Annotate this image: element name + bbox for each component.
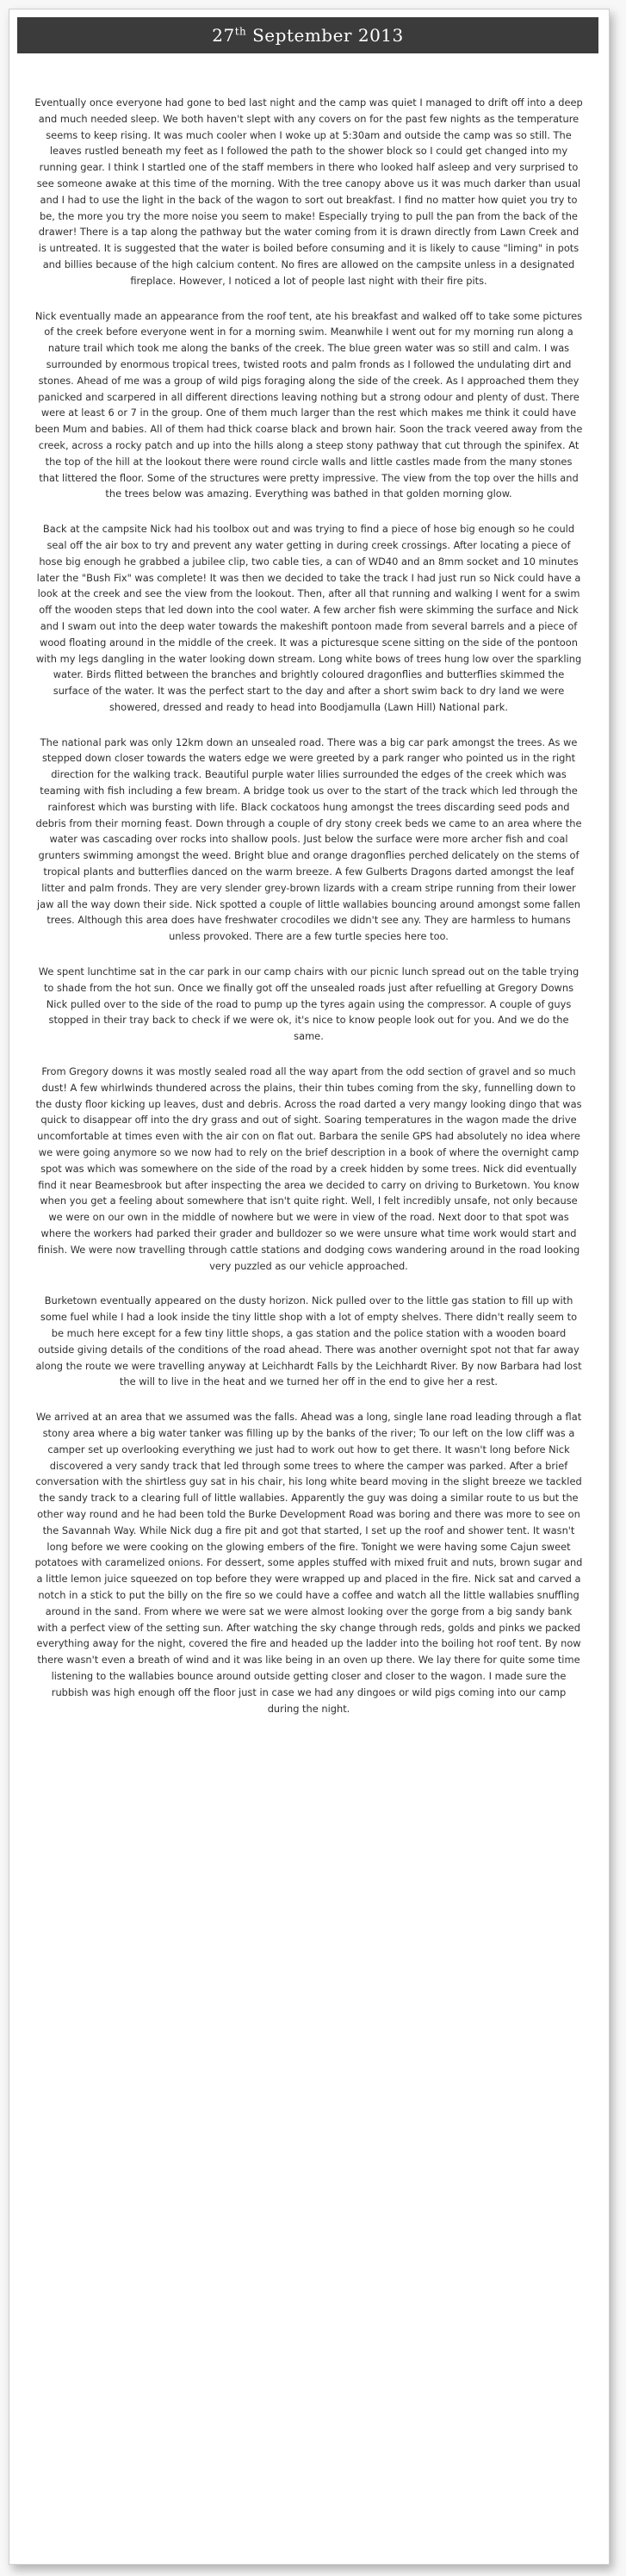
paragraph-gregory-downs: From Gregory downs it was mostly sealed road all the way apart from the odd section of gravel and so much dust! A few whirlwinds thundered across the plains, their thin tubes coming from the sky, funnelling down to the dusty floor kicking up leaves, dust and debris. Across the road darted a very mangy looking dingo that was quick to disappear off into the dry grass and out of sight. Soaring temperatures in the wagon made the drive uncomfortable at times even with the air con on flat out. Barbara the senile GPS had absolutely no idea where we were going anymore so we now had to rely on the brief description in a book of where the overnight camp spot was which was somewhere on the side of the road by a creek hidden by some trees. Nick did eventually find it near Beamesbrook but after inspecting the area we decided to carry on driving to Burketown. You know when you get a feeling about somewhere that isn't quite right. Well, I felt incredibly unsafe, not only because we were on our own in the middle of nowhere but we were in view of the road. Next door to that spot was where the workers had parked their grader and bulldozer so we were unsure what time work would start and finish. We were now travelling through cattle stations and dodging cows wandering around in the road looking very puzzled as our vehicle approached. — [35, 1065, 582, 1272]
date-month-year: September 2013 — [252, 25, 404, 46]
paragraph-burketown: Burketown eventually appeared on the dusty horizon. Nick pulled over to the little gas station to fill up with some fuel while I had a look inside the tiny little shop with a lot of empty shelves. There didn't really seem to be much here except for a few tiny little shops, a gas station and the police station with a wooden board outside giving details of the conditions of the road ahead. There was another overnight spot not that far away along the route we were travelling anyway at Leichhardt Falls by the Leichhardt River. By now Barbara had lost the will to live in the heat and we turned her off in the end to give her a rest. — [35, 1294, 582, 1388]
paragraph-morning-run: Nick eventually made an appearance from the roof tent, ate his breakfast and walked off to take some pictures of the creek before everyone went in for a morning swim. Meanwhile I went out for my morning run along a nature trail which took me along the banks of the creek. The blue green water was so still and calm. I was surrounded by enormous tropical trees, twisted roots and palm fronds as I followed the undulating dirt and stones. Ahead of me was a group of wild pigs foraging along the side of the creek. As I approached them they panicked and scarpered in all different directions leaving nothing but a strong odour and plenty of dust. There were at least 6 or 7 in the group. One of them much larger than the rest which makes me think it could have been Mum and babies. All of them had thick coarse black and brown hair. Soon the track veered away from the creek, across a rocky patch and up into the hills along a steep stony pathway that cut through the spinifex. At the top of the hill at the lookout there were round circle walls and little castles made from the many stones that littered the floor. Some of the structures were pretty impressive. The view from the top over the hills and the trees below was amazing. Everything was bathed in that golden morning glow. — [34, 309, 583, 500]
journal-body — [34, 95, 583, 1735]
date-day-suffix: th — [234, 25, 247, 38]
paragraph-morning: Eventually once everyone had gone to bed last night and the camp was quiet I managed to drift off into a deep and much needed sleep. We both haven't slept with any covers on for the past few nights as the temperature seems to keep rising. It was much cooler when I woke up at 5:30am and outside the camp was so still. The leaves rustled beneath my feet as I followed the path to the shower block so I could get changed into my running gear. I think I startled one of the staff members in there who looked half asleep and very surprised to see someone awake at this time of the morning. With the tree canopy above us it was much darker than usual and I had to use the light in the back of the wagon to sort out breakfast. I find no matter how quiet you try to be, the more you try the more noise you seem to make! Especially trying to pull the pan from the back of the drawer! There is a tap along the pathway but the water coming from it is drawn directly from Lawn Creek and is untreated. It is suggested that the water is boiled before consuming and it is likely to cause "liming" in pots and billies because of the high calcium content. No fires are allowed on the campsite unless in a designated fireplace. However, I noticed a lot of people last night with their fire pits. — [34, 96, 583, 287]
paragraph-national-park: The national park was only 12km down an unsealed road. There was a big car park amongst the trees. As we stepped down closer towards the waters edge we were greeted by a park ranger who pointed us in the right direction for the walking track. Beautiful purple water lilies surrounded the edges of the creek which was teaming with fish including a few bream. A bridge took us over to the start of the track which led through the rainforest which was bursting with life. Black cockatoos hung amongst the trees discarding seed pods and debris from their morning feast. Down through a couple of dry stony creek beds we came to an area where the water was cascading over rocks into shallow pools. Just below the surface were more archer fish and coal grunters swimming amongst the weed. Bright blue and orange dragonflies perched delicately on the stems of tropical plants and butterflies danced on the warm breeze. A few Gulberts Dragons darted amongst the leaf litter and palm fronds. They are very slender grey-brown lizards with a cream stripe running from their lower jaw all the way down their side. Nick spotted a couple of little wallabies bouncing around amongst some fallen trees. Although this area does have freshwater crocodiles we didn't see any. They are harmless to humans unless provoked. There are a few turtle species here too. — [35, 736, 582, 943]
paragraph-leichhardt-falls: We arrived at an area that we assumed was the falls. Ahead was a long, single lane road leading through a flat stony area where a big water tanker was filling up by the banks of the river; To our left on the low cliff was a camper set up overlooking everything we just had to work out how to get there. It wasn't long before Nick discovered a very sandy track that led through some trees to where the camper was parked. After a brief conversation with the shirtless guy sat in his chair, his long white beard moving in the slight breeze we tackled the sandy track to a clearing full of little wallabies. Apparently the guy was doing a similar route to us but the other way round and he had been told the Burke Development Road was boring and there was more to see on the Savannah Way. While Nick dug a fire pit and got that started, I set up the roof and shower tent. It wasn't long before we were cooking on the glowing embers of the fire. Tonight we were having some Cajun sweet potatoes with caramelized onions. For dessert, some apples stuffed with mixed fruit and nuts, brown sugar and a little lemon juice squeezed on top before they were wrapped up and placed in the fire. Nick sat and carved a notch in a stick to put the billy on the fire so we could have a coffee and watch all the little wallabies snuffling around in the sand. From where we were sat we were almost looking over the gorge from a big sandy bank with a perfect view of the setting sun. After watching the sky change through reds, golds and pinks we packed everything away for the night, covered the fire and headed up the ladder into the boiling hot roof tent. By now there wasn't even a breath of wind and it was like being in an oven up there. We lay there for quite some time listening to the wallabies bounce around outside getting closer and closer to the wagon. I made sure the rubbish was high enough off the floor just in case we had any dingoes or wild pigs coming into our camp during the night. — [34, 1411, 583, 1715]
date-day: 27 — [212, 25, 235, 46]
paragraph-campsite-swim: Back at the campsite Nick had his toolbox out and was trying to find a piece of hose big enough so he could seal off the air box to try and prevent any water getting in during creek crossings. After locating a piece of hose big enough he grabbed a jubilee clip, two cable ties, a can of WD40 and an 8mm socket and 10 minutes later the "Bush Fix" was complete! It was then we decided to take the track I had just run so Nick could have a look at the creek and see the view from the lookout. Then, after all that running and walking I went for a swim off the wooden steps that led down into the cool water. A few archer fish were skimming the surface and Nick and I swam out into the deep water towards the makeshift pontoon made from several barrels and a piece of wood floating around in the middle of the creek. It was a picturesque scene sitting on the side of the pontoon with my legs dangling in the water looking down stream. Long white bows of trees hung low over the sparkling water. Birds flitted between the branches and brightly coloured dragonflies and butterflies skimmed the surface of the water. It was the perfect start to the day and after a short swim back to dry land we were showered, dressed and ready to head into Boodjamulla (Lawn Hill) National park. — [35, 523, 582, 713]
date-header — [17, 17, 598, 53]
paragraph-lunchtime: We spent lunchtime sat in the car park in our camp chairs with our picnic lunch spread out on the table trying to shade from the hot sun. Once we finally got off the unsealed roads just after refuelling at Gregory Downs Nick pulled over to the side of the road to pump up the tyres again using the compressor. A couple of guys stopped in their tray back to check if we were ok, it's nice to know people look out for you. And we do the same. — [38, 965, 580, 1043]
